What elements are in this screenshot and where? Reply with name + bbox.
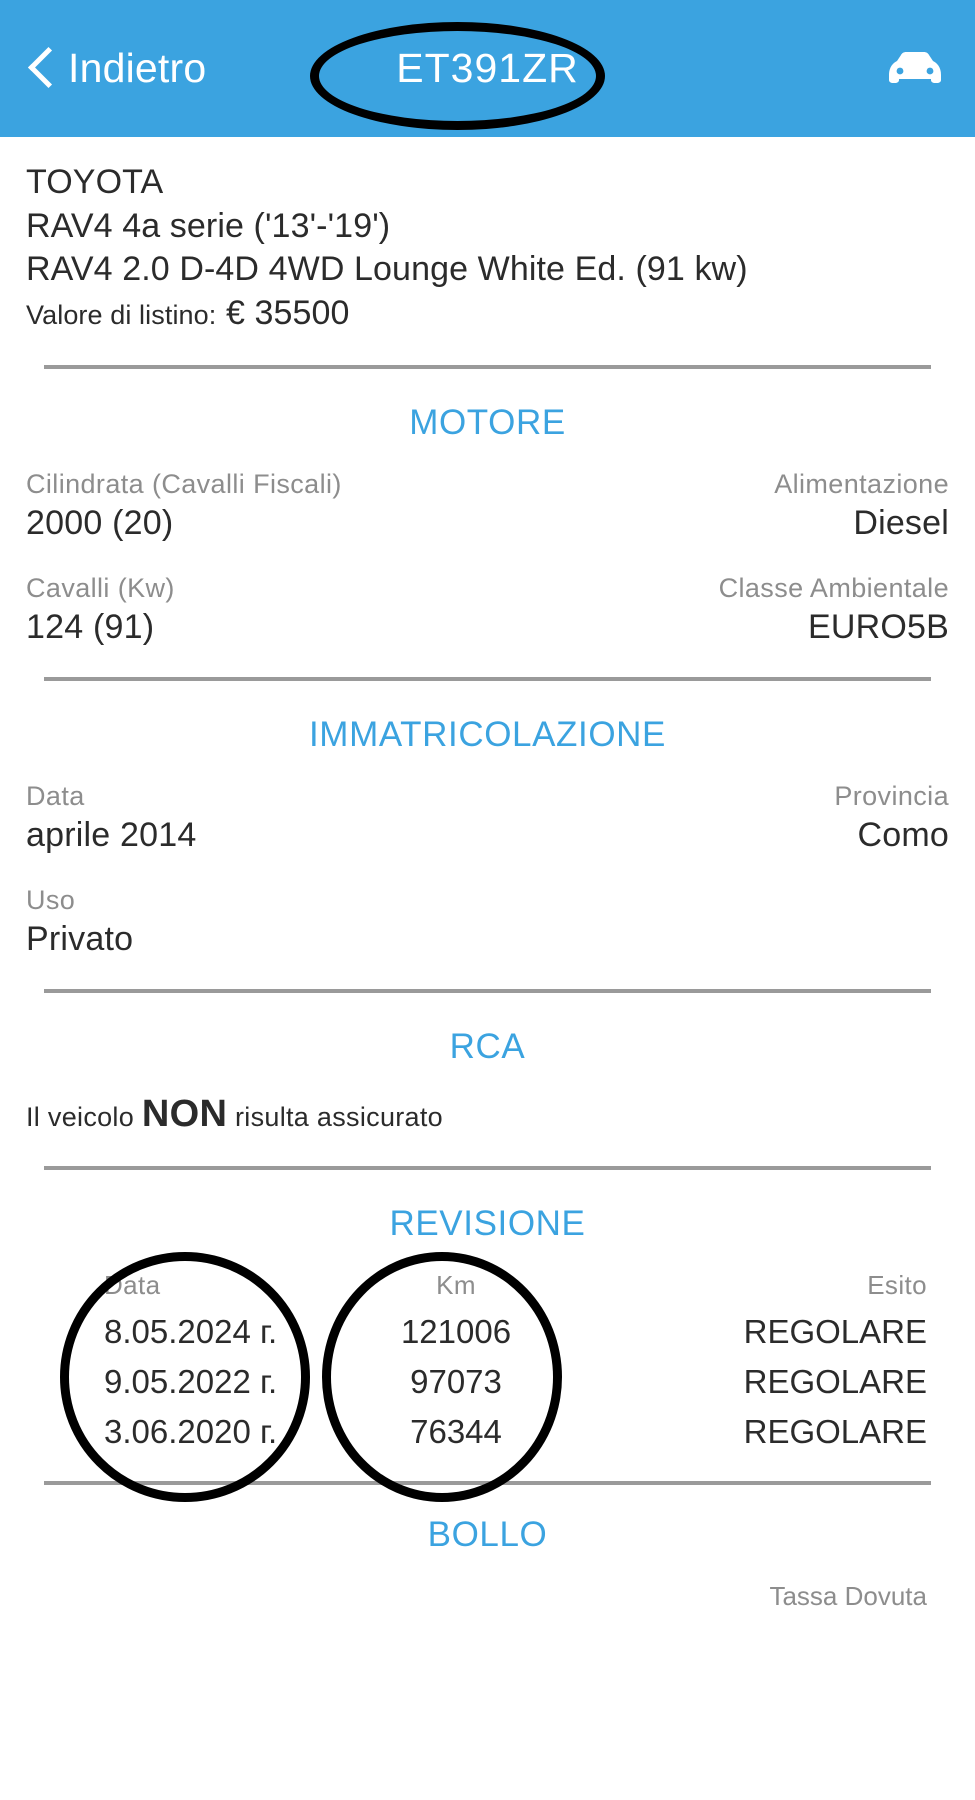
vehicle-version: RAV4 2.0 D-4D 4WD Lounge White Ed. (91 kw) xyxy=(26,250,748,289)
field-cilindrata xyxy=(26,469,342,543)
revisione-header-row xyxy=(26,1270,949,1301)
cell-km: 76344 xyxy=(410,1413,502,1451)
cell-data: 9.05.2022 г. xyxy=(104,1363,278,1401)
field-label: Provincia xyxy=(834,781,949,812)
vehicle-make: TOYOTA xyxy=(26,163,164,201)
list-price-value: € 35500 xyxy=(225,293,350,332)
chevron-left-icon xyxy=(28,47,54,91)
rca-text-negative: NON xyxy=(141,1093,228,1136)
field-data-immatricolazione xyxy=(26,781,196,855)
divider xyxy=(44,1166,931,1170)
app-header xyxy=(0,0,975,137)
car-icon[interactable] xyxy=(883,49,947,89)
motore-row-1 xyxy=(26,469,949,543)
back-button-label: Indietro xyxy=(68,45,207,91)
field-alimentazione xyxy=(774,469,949,543)
back-button[interactable] xyxy=(28,45,206,92)
content-area xyxy=(0,137,975,1612)
revisione-table xyxy=(26,1270,949,1451)
field-classe-ambientale xyxy=(719,573,949,647)
rca-status-text xyxy=(26,1093,949,1136)
field-label: Cavalli (Kw) xyxy=(26,573,175,604)
field-label: Cilindrata (Cavalli Fiscali) xyxy=(26,469,342,500)
vehicle-model: RAV4 4a serie ('13'-'19') xyxy=(26,206,391,245)
divider xyxy=(44,677,931,681)
rca-text-after: risulta assicurato xyxy=(227,1102,443,1133)
annotation-ellipse-plate xyxy=(310,22,605,130)
vehicle-summary xyxy=(26,137,949,335)
column-header-esito: Esito xyxy=(867,1270,927,1301)
section-title-motore: MOTORE xyxy=(409,403,566,443)
field-label: Uso xyxy=(26,885,76,916)
table-row xyxy=(26,1351,949,1401)
field-cavalli xyxy=(26,573,175,647)
field-value: Como xyxy=(857,816,949,855)
table-row xyxy=(26,1401,949,1451)
field-value: 124 (91) xyxy=(26,608,155,647)
section-title-revisione: REVISIONE xyxy=(389,1204,586,1244)
bollo-sub-label: Tassa Dovuta xyxy=(769,1581,927,1612)
field-label: Alimentazione xyxy=(774,469,949,500)
immatricolazione-row-1 xyxy=(26,781,949,855)
cell-data: 3.06.2020 г. xyxy=(104,1413,278,1451)
vehicle-list-price xyxy=(26,292,949,336)
divider xyxy=(44,365,931,369)
field-value: 2000 (20) xyxy=(26,504,174,543)
table-row xyxy=(26,1301,949,1351)
cell-esito: REGOLARE xyxy=(743,1363,927,1401)
cell-esito: REGOLARE xyxy=(743,1413,927,1451)
field-label: Classe Ambientale xyxy=(718,573,949,604)
section-title-rca: RCA xyxy=(449,1027,526,1067)
section-title-immatricolazione: IMMATRICOLAZIONE xyxy=(308,715,667,755)
cell-km: 97073 xyxy=(410,1363,502,1401)
page-title-plate: ET391ZR xyxy=(396,45,579,91)
immatricolazione-row-2 xyxy=(26,885,949,959)
field-label: Data xyxy=(26,781,85,812)
divider xyxy=(44,1481,931,1485)
cell-esito: REGOLARE xyxy=(743,1313,927,1351)
cell-km: 121006 xyxy=(400,1313,512,1351)
divider xyxy=(44,989,931,993)
column-header-km: Km xyxy=(436,1270,476,1301)
field-provincia xyxy=(834,781,949,855)
field-uso xyxy=(26,885,133,959)
section-title-bollo: BOLLO xyxy=(427,1515,548,1555)
column-header-data: Data xyxy=(104,1270,161,1301)
field-value: EURO5B xyxy=(807,608,949,647)
field-value: Privato xyxy=(26,920,134,959)
field-value: aprile 2014 xyxy=(26,816,197,855)
motore-row-2 xyxy=(26,573,949,647)
cell-data: 8.05.2024 г. xyxy=(104,1313,278,1351)
list-price-label: Valore di listino: xyxy=(26,299,217,330)
rca-text-before: Il veicolo xyxy=(26,1102,142,1133)
field-value: Diesel xyxy=(853,504,949,543)
